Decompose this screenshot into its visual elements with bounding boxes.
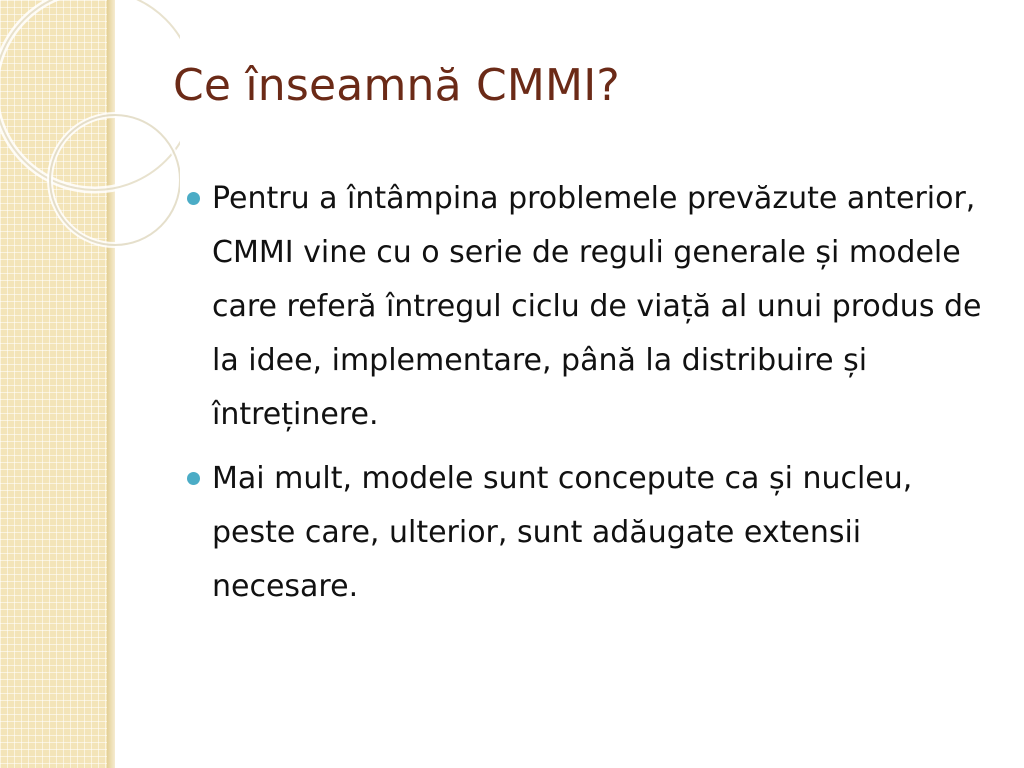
bullet-item [183, 452, 998, 614]
slide-title: Ce înseamnă CMMI? [173, 60, 620, 111]
bullet-text: Pentru a întâmpina problemele prevăzute anterior, CMMI vine cu o serie de reguli generale și modele care referă întregul ciclu de viață al unui produs de la idee, implementare, până la distribuire și întreținere. [212, 181, 982, 432]
decorative-rings [0, 0, 180, 260]
decorative-ring-small-shadow [50, 115, 180, 245]
bullet-list [183, 172, 998, 624]
decorative-ring-large [0, 0, 180, 190]
bullet-dot-icon [187, 472, 200, 485]
bullet-item [183, 172, 998, 442]
bullet-dot-icon [187, 192, 200, 205]
bullet-text: Mai mult, modele sunt concepute ca și nucleu, peste care, ulterior, sunt adăugate extensii necesare. [212, 461, 913, 604]
